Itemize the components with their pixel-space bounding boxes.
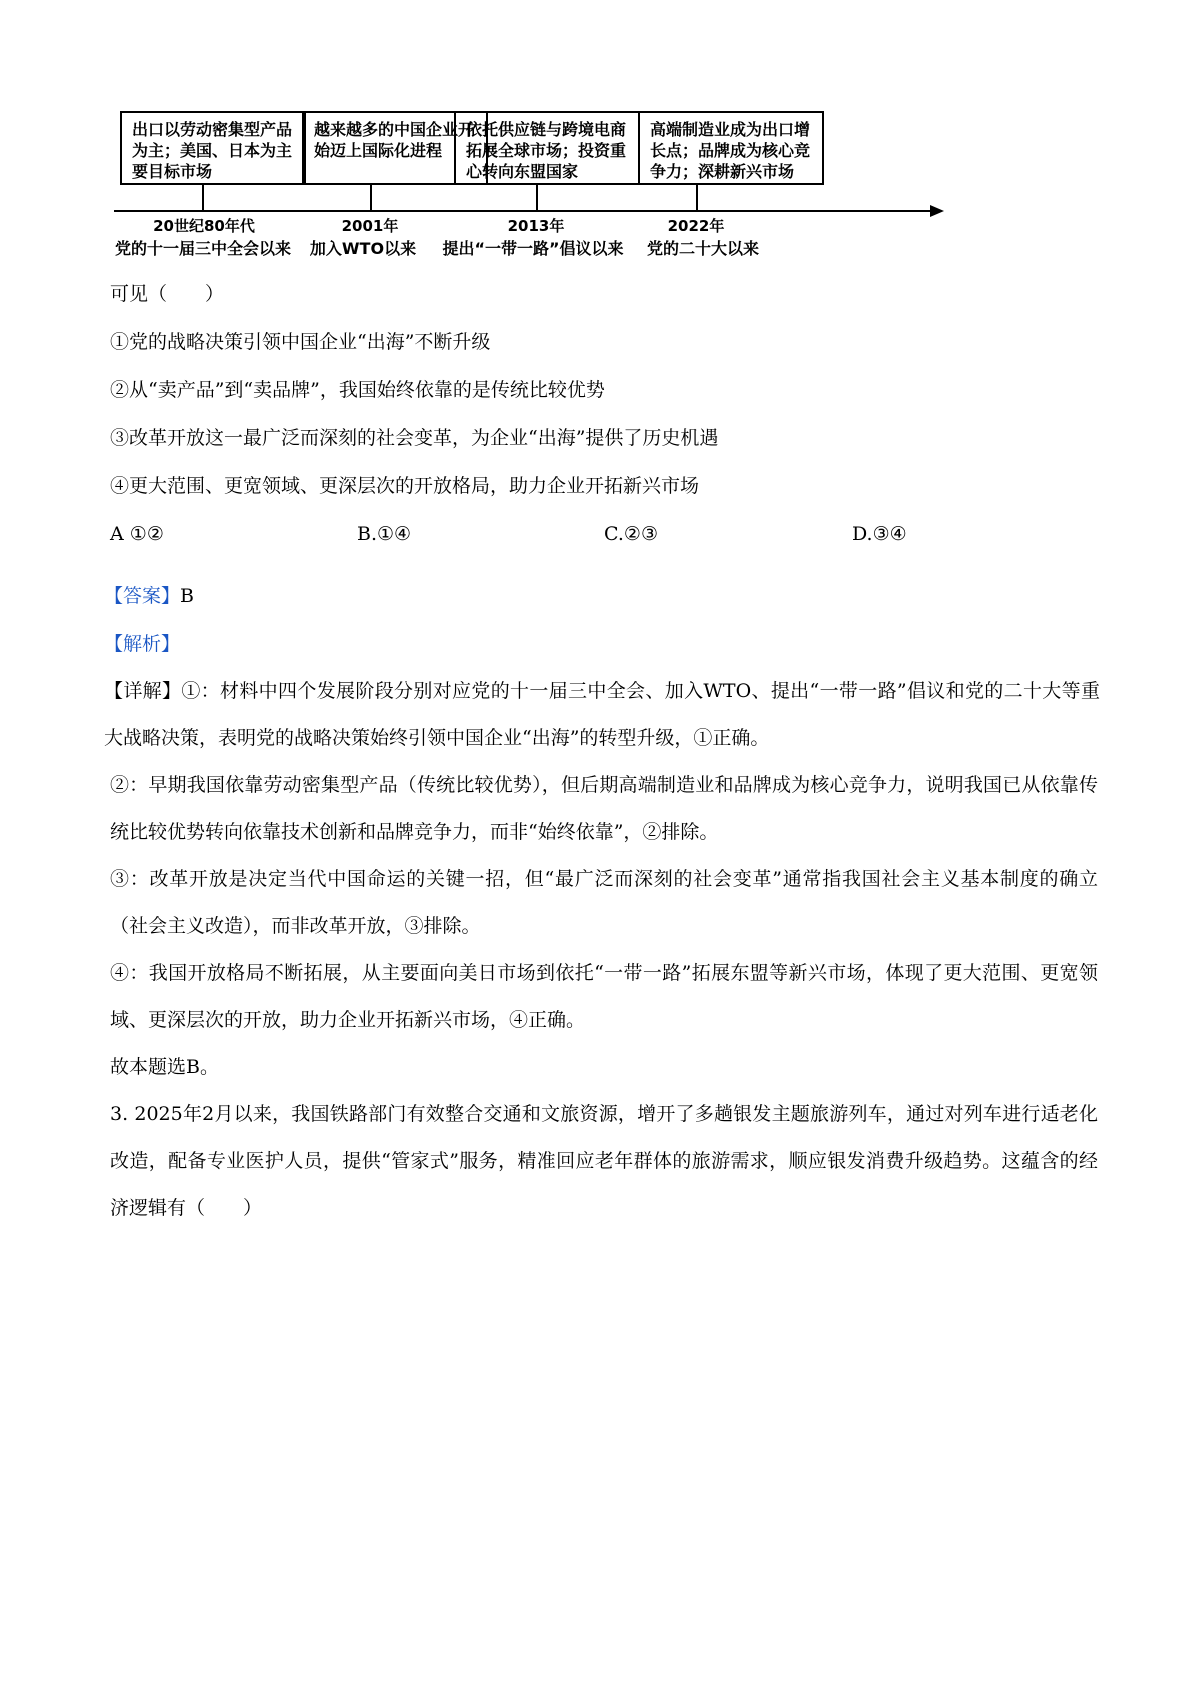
statement-4: ④更大范围、更宽领域、更深层次的开放格局，助力企业开拓新兴市场 bbox=[110, 475, 700, 497]
timeline-box-2: 越来越多的中国企业开始迈上国际化进程 bbox=[302, 111, 488, 185]
conclusion: 故本题选B。 bbox=[110, 1056, 219, 1078]
detail-paragraph-2: ②：早期我国依靠劳动密集型产品（传统比较优势），但后期高端制造业和品牌成为核心竞争力，说明我国已从依靠传统比较优势转向依靠技术创新和品牌竞争力，而非“始终依靠”，②排除。 bbox=[110, 774, 1098, 843]
detail-text: ①：材料中四个发展阶段分别对应党的十一届三中全会、加入WTO、提出“一带一路”倡议和党的二十大等重大战略决策，表明党的战略决策始终引领中国企业“出海”的转型升级，①正确。 bbox=[104, 680, 1100, 749]
timeline-year-3: 2013年 bbox=[507, 217, 565, 235]
answer-line bbox=[104, 582, 194, 610]
option-letter: B. bbox=[357, 523, 378, 545]
option-letter: C. bbox=[604, 523, 624, 545]
timeline-event-2: 加入WTO以来 bbox=[309, 239, 417, 258]
detail-paragraph-4: ④：我国开放格局不断拓展，从主要面向美日市场到依托“一带一路”拓展东盟等新兴市场，体现了更大范围、更宽领域、更深层次的开放，助力企业开拓新兴市场，④正确。 bbox=[110, 962, 1098, 1031]
option-b bbox=[357, 520, 411, 548]
timeline-tick-1 bbox=[202, 185, 204, 211]
timeline-event-4: 党的二十大以来 bbox=[646, 239, 759, 258]
timeline-tick-3 bbox=[536, 185, 538, 211]
timeline-tick-2 bbox=[370, 185, 372, 211]
timeline-event-1: 党的十一届三中全会以来 bbox=[114, 239, 291, 258]
statement-3: ③改革开放这一最广泛而深刻的社会变革，为企业“出海”提供了历史机遇 bbox=[110, 427, 719, 449]
timeline-axis bbox=[114, 210, 934, 212]
option-c bbox=[604, 520, 658, 548]
timeline-tick-4 bbox=[696, 185, 698, 211]
timeline-box-1: 出口以劳动密集型产品为主；美国、日本为主要目标市场 bbox=[120, 111, 306, 185]
detail-paragraph-3: ③：改革开放是决定当代中国命运的关键一招，但“最广泛而深刻的社会变革”通常指我国社会主义基本制度的确立（社会主义改造），而非改革开放，③排除。 bbox=[110, 868, 1098, 937]
option-text: ②③ bbox=[623, 523, 658, 545]
timeline-box-4: 高端制造业成为出口增长点；品牌成为核心竞争力；深耕新兴市场 bbox=[638, 111, 824, 185]
option-letter: A bbox=[110, 523, 124, 545]
timeline-year-1: 20世纪80年代 bbox=[153, 217, 255, 235]
analysis-label: 【解析】 bbox=[104, 633, 181, 655]
detail-paragraph-1 bbox=[104, 668, 1100, 762]
statement-1: ①党的战略决策引领中国企业“出海”不断升级 bbox=[110, 331, 491, 353]
statement-2: ②从“卖产品”到“卖品牌”，我国始终依靠的是传统比较优势 bbox=[110, 379, 605, 401]
option-d bbox=[852, 520, 907, 548]
option-text: ①② bbox=[129, 523, 164, 545]
timeline-arrowhead bbox=[930, 205, 944, 217]
option-text: ③④ bbox=[872, 523, 907, 545]
timeline-diagram bbox=[108, 108, 948, 268]
timeline-box-3: 依托供应链与跨境电商拓展全球市场；投资重心转向东盟国家 bbox=[454, 111, 640, 185]
option-a bbox=[110, 520, 164, 548]
option-letter: D. bbox=[852, 523, 873, 545]
question-stem: 可见（ ） bbox=[110, 283, 225, 305]
answer-value: B bbox=[180, 585, 194, 607]
detail-label: 【详解】 bbox=[104, 680, 182, 702]
timeline-year-4: 2022年 bbox=[667, 217, 725, 235]
answer-label: 【答案】 bbox=[104, 585, 181, 607]
question-3: 3. 2025年2月以来，我国铁路部门有效整合交通和文旅资源，增开了多趟银发主题旅游列车，通过对列车进行适老化改造，配备专业医护人员，提供“管家式”服务，精准回应老年群体的旅游需求，顺应银发消费升级趋势。这蕴含的经济逻辑有（ ） bbox=[110, 1103, 1098, 1219]
timeline-event-3: 提出“一带一路”倡议以来 bbox=[442, 239, 624, 258]
option-text: ①④ bbox=[377, 523, 412, 545]
timeline-year-2: 2001年 bbox=[341, 217, 399, 235]
